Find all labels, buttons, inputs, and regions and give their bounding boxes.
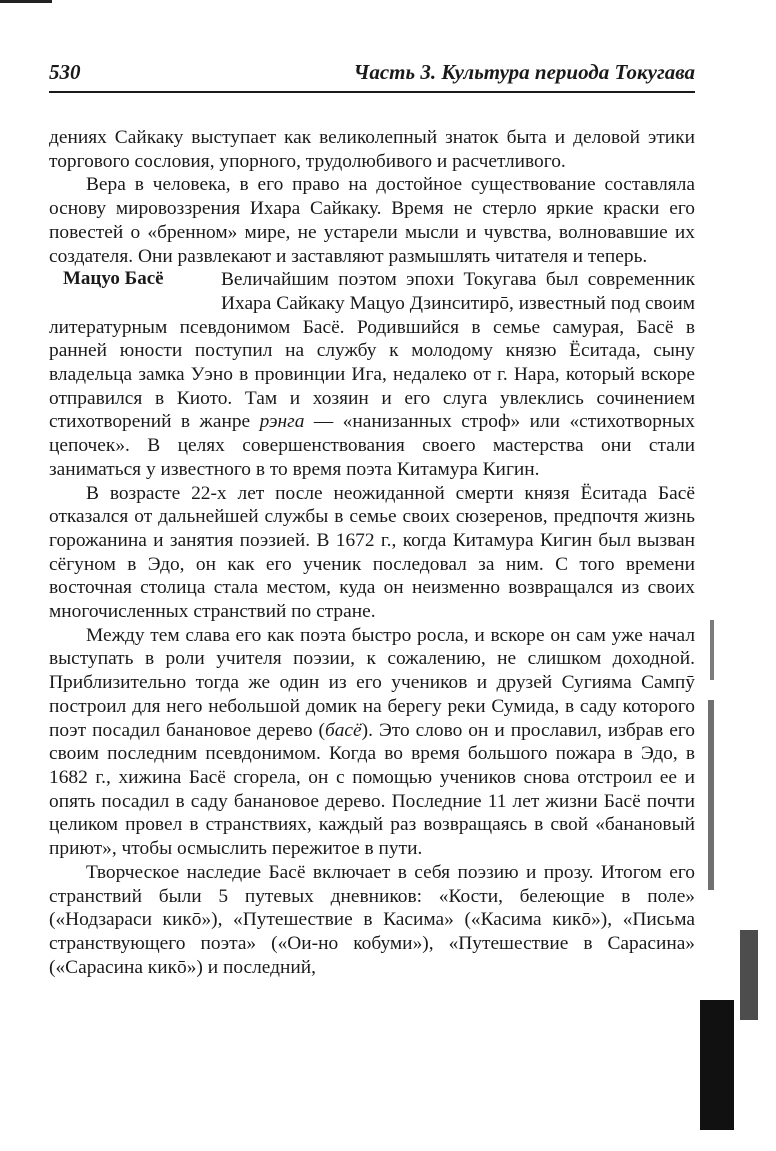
paragraph <box>49 268 695 481</box>
scan-edge-shadow <box>708 700 714 890</box>
scan-edge-shadow <box>700 1000 734 1130</box>
paragraph-text: ). Это слово он и прославил, избрав его своим последним псевдонимом. Когда во время большого пожара в Эдо, в 1682 г., хижина Басё сгорела, он с помощью учеников снова отстроил ее и опять посадил в саду банановое дерево. Последние 11 лет жизни Басё почти целиком провел в странствиях, каждый раз возвращаясь в свой «банановый приют», чтобы осмыслить пережитое в пути. <box>49 719 695 860</box>
paragraph: В возрасте 22-х лет после неожиданной смерти князя Ёситада Басё отказался от дальнейшей службы в семье своих сюзеренов, предпочтя жизнь горожанина и занятия поэзией. В 1672 г., когда Китамура Кигин был вызван сёгуном в Эдо, он как его ученик последовал за ним. С того времени восточная столица стала местом, куда он неизменно возвращался из своих многочисленных странствий по стране. <box>49 482 695 623</box>
paragraph: Творческое наследие Басё включает в себя поэзию и прозу. Итогом его странствий были 5 путевых дневников: «Кости, белеющие в поле» («Нодзараси кикō»), «Путешествие в Касима» («Касима кикō»), «Письма странствующего поэта» («Ои-но кобуми»), «Путешествие в Сарасина» («Сарасина кикō») и последний, <box>49 861 695 978</box>
term-italic: рэнга <box>259 411 305 433</box>
paragraph: дениях Сайкаку выступает как великолепный знаток быта и деловой этики торгового сословия, упорного, трудолюбивого и расчетливого. <box>49 127 695 172</box>
paragraph-text: Между тем слава его как поэта быстро росла, и вскоре он сам уже начал выступать в роли учителя поэзии, к сожалению, не слишком доходной. Приблизительно тогда же один из его учеников и друзей Сугияма Сампӯ построил для него небольшой домик на берегу реки Сумида, в саду которого поэт посадил банановое дерево ( <box>49 624 695 741</box>
paragraph-text: Величайшим поэтом эпохи Токугава был современник Ихара Сайкаку Мацуо Дзинситирō, известный под своим литературным псевдонимом Басё. Родившийся в семье самурая, Басё в ранней юности поступил на службу к молодому князю Ёситада, сыну владельца замка Уэно в провинции Ига, недалеко от г. Нара, который вскоре отправился в Киото. Там и хозяин и его слуга увлеклись сочинением стихотворений в жанре <box>49 269 695 433</box>
paragraph: Вера в человека, в его право на достойное существование составляла основу мировоззрения Ихара Сайкаку. Время не стерло яркие краски его повестей о «бренном» мире, не устарели мысли и чувства, волновавшие их создателя. Они развлекают и заставляют размышлять читателя и теперь. <box>49 174 695 267</box>
paragraph-text: — «нанизанных строф» или «стихотворных цепочек». В целях совершенствования своего мастерства они стали заниматься у известного в то время поэта Китамура Кигин. <box>49 411 695 480</box>
running-title: Часть 3. Культура периода Токугава <box>353 60 695 84</box>
page-header <box>49 56 695 96</box>
header-rule <box>49 91 695 93</box>
scan-edge-shadow <box>740 930 758 1020</box>
term-italic: басё <box>324 719 362 741</box>
page-number: 530 <box>49 60 81 84</box>
body-text <box>49 126 695 979</box>
scan-edge-shadow <box>710 620 714 680</box>
scan-edge-mark <box>0 0 52 3</box>
paragraph <box>49 624 695 861</box>
section-sidehead: Мацуо Басё <box>63 268 164 290</box>
